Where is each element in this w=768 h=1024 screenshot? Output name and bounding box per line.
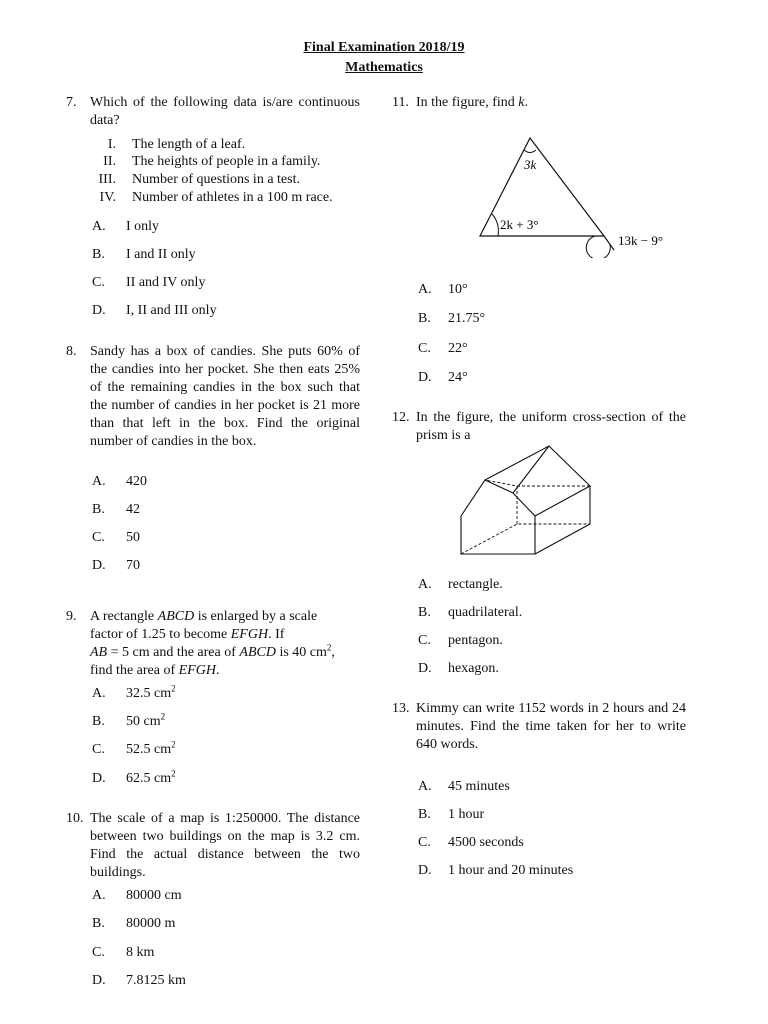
option-c[interactable] bbox=[418, 632, 618, 650]
prism-figure bbox=[455, 440, 605, 560]
option-letter: C. bbox=[92, 742, 105, 757]
option-text: I only bbox=[126, 219, 160, 234]
angle-top-label: 3k bbox=[524, 157, 537, 172]
angle-right-label: 13k − 9° bbox=[618, 233, 664, 248]
hidden-back-face bbox=[461, 524, 590, 554]
option-letter: C. bbox=[92, 275, 105, 290]
option-text: 21.75° bbox=[448, 311, 486, 326]
statement-list bbox=[90, 136, 360, 208]
statement-text: The heights of people in a family. bbox=[132, 154, 321, 169]
option-letter: B. bbox=[92, 916, 105, 931]
option-text: 4500 seconds bbox=[448, 835, 524, 850]
option-b[interactable] bbox=[92, 246, 292, 264]
option-b[interactable] bbox=[418, 604, 618, 622]
option-letter: B. bbox=[418, 311, 431, 326]
option-text: 32.5 bbox=[126, 686, 151, 701]
option-text: 1 hour and 20 minutes bbox=[448, 863, 574, 878]
option-letter: A. bbox=[418, 779, 432, 794]
statement-text: Number of questions in a test. bbox=[132, 172, 300, 187]
exam-title: Final Examination 2018/19 bbox=[303, 40, 465, 55]
question-number: 10. bbox=[66, 811, 84, 826]
option-c[interactable] bbox=[92, 274, 292, 292]
option-d[interactable] bbox=[418, 660, 618, 678]
question-text: In the figure, find k. bbox=[416, 95, 528, 110]
option-d[interactable] bbox=[92, 972, 292, 990]
question-9 bbox=[66, 608, 366, 682]
top-edges bbox=[485, 446, 590, 516]
question-line: factor of 1.25 to become EFGH. If bbox=[90, 627, 285, 642]
option-letter: B. bbox=[92, 502, 105, 517]
option-a[interactable] bbox=[418, 576, 618, 594]
question-11 bbox=[392, 94, 692, 112]
option-text: 45 minutes bbox=[448, 779, 510, 794]
option-c[interactable]: C. 52.5 $cm^2$ bbox=[92, 739, 176, 757]
option-text: 50 bbox=[126, 714, 140, 729]
left-angle-arc bbox=[492, 214, 498, 236]
option-text: 70 bbox=[126, 558, 140, 573]
option-b[interactable] bbox=[418, 310, 618, 328]
option-text: 42 bbox=[126, 502, 140, 517]
question-number: 11. bbox=[392, 95, 409, 110]
hidden-edges bbox=[485, 480, 517, 524]
statement-text: The length of a leaf. bbox=[132, 137, 246, 152]
question-7 bbox=[66, 94, 360, 134]
question-text: Which of the following data is/are continuous data? bbox=[90, 95, 360, 128]
option-letter: B. bbox=[92, 247, 105, 262]
statement-number: II. bbox=[103, 154, 116, 169]
option-b[interactable] bbox=[92, 501, 292, 519]
option-text: 52.5 bbox=[126, 742, 151, 757]
question-number: 13. bbox=[392, 701, 410, 716]
option-d[interactable] bbox=[418, 369, 618, 387]
option-d[interactable] bbox=[92, 302, 292, 320]
option-letter: D. bbox=[418, 661, 432, 676]
option-text: 22° bbox=[448, 341, 468, 356]
option-text: 24° bbox=[448, 370, 468, 385]
question-line: AB = 5 cm and the area of ABCD is 40 $cm^2$, bbox=[90, 642, 335, 660]
option-letter: D. bbox=[418, 370, 432, 385]
option-a[interactable] bbox=[92, 218, 292, 236]
option-letter: B. bbox=[92, 714, 105, 729]
front-face bbox=[461, 480, 535, 554]
option-letter: C. bbox=[418, 633, 431, 648]
option-b[interactable]: B. 50 $cm^2$ bbox=[92, 711, 166, 729]
option-a[interactable] bbox=[92, 473, 292, 491]
option-text: 10° bbox=[448, 282, 468, 297]
option-text: 80000 m bbox=[126, 916, 176, 931]
option-c[interactable] bbox=[418, 340, 618, 358]
unit-label: cm bbox=[154, 742, 172, 757]
option-text: hexagon. bbox=[448, 661, 499, 676]
question-number: 8. bbox=[66, 344, 77, 359]
question-text: In the figure, the uniform cross-section of the prism is a bbox=[416, 410, 686, 443]
statement-number: III. bbox=[98, 172, 116, 187]
question-text: The scale of a map is 1:250000. The distance between two buildings on the map is 3.2 cm. Find the actual distance between the two buildings. bbox=[90, 811, 360, 880]
option-a[interactable] bbox=[418, 281, 618, 299]
option-text: 50 bbox=[126, 530, 140, 545]
statement-number: I. bbox=[107, 137, 116, 152]
option-letter: A. bbox=[92, 888, 106, 903]
option-letter: D. bbox=[92, 558, 106, 573]
option-letter: A. bbox=[92, 219, 106, 234]
option-text: 62.5 bbox=[126, 771, 151, 786]
statement-number: IV. bbox=[99, 190, 116, 205]
option-letter: A. bbox=[92, 686, 106, 701]
option-letter: C. bbox=[92, 945, 105, 960]
option-letter: A. bbox=[418, 577, 432, 592]
extended-side bbox=[604, 236, 614, 250]
option-b[interactable] bbox=[418, 806, 638, 824]
question-text: Sandy has a box of candies. She puts 60% of the candies into her pocket. She then eats 25% of the remaining candies in the box such that the number of candies in her pocket is 21 more than that left in the box. Find the original number of candies in the box. bbox=[90, 344, 360, 449]
question-number: 9. bbox=[66, 609, 77, 624]
question-line: A rectangle ABCD is enlarged by a scale bbox=[90, 609, 318, 624]
unit-label: cm bbox=[154, 686, 172, 701]
option-letter: A. bbox=[92, 474, 106, 489]
question-number: 12. bbox=[392, 410, 410, 425]
question-8 bbox=[66, 343, 360, 469]
option-letter: B. bbox=[418, 807, 431, 822]
option-text: 80000 cm bbox=[126, 888, 182, 903]
back-right-edges bbox=[535, 486, 590, 554]
option-letter: D. bbox=[92, 973, 106, 988]
option-text: 1 hour bbox=[448, 807, 485, 822]
angle-left-label: 2k + 3° bbox=[500, 217, 539, 232]
option-text: 8 km bbox=[126, 945, 155, 960]
question-10 bbox=[66, 810, 360, 884]
option-b[interactable] bbox=[92, 915, 292, 933]
option-letter: C. bbox=[418, 341, 431, 356]
option-text: rectangle. bbox=[448, 577, 503, 592]
option-c[interactable] bbox=[418, 834, 638, 852]
option-letter: D. bbox=[92, 771, 106, 786]
top-angle-arc bbox=[524, 150, 536, 153]
exam-subject: Mathematics bbox=[345, 60, 423, 75]
option-text: 420 bbox=[126, 474, 147, 489]
option-letter: D. bbox=[92, 303, 106, 318]
triangle bbox=[480, 138, 604, 236]
option-letter: A. bbox=[418, 282, 432, 297]
option-text: I and II only bbox=[126, 247, 196, 262]
question-text: Kimmy can write 1152 words in 2 hours and 24 minutes. Find the time taken for her to write 640 words. bbox=[416, 701, 686, 752]
option-text: II and IV only bbox=[126, 275, 206, 290]
question-number: 7. bbox=[66, 95, 77, 110]
option-text: quadrilateral. bbox=[448, 605, 523, 620]
option-text: I, II and III only bbox=[126, 303, 217, 318]
option-text: 7.8125 km bbox=[126, 973, 186, 988]
unit-label: cm bbox=[154, 771, 172, 786]
question-line: find the area of EFGH. bbox=[90, 663, 220, 678]
option-letter: C. bbox=[418, 835, 431, 850]
option-a[interactable]: A. 32.5 $cm^2$ bbox=[92, 683, 176, 701]
option-c[interactable] bbox=[92, 944, 292, 962]
question-13 bbox=[392, 700, 686, 756]
option-letter: B. bbox=[418, 605, 431, 620]
triangle-figure bbox=[470, 128, 680, 258]
option-text: pentagon. bbox=[448, 633, 503, 648]
option-d[interactable] bbox=[418, 862, 638, 880]
option-letter: C. bbox=[92, 530, 105, 545]
statement-text: Number of athletes in a 100 m race. bbox=[132, 190, 333, 205]
option-c[interactable] bbox=[92, 529, 292, 547]
option-d[interactable] bbox=[92, 557, 292, 575]
unit-label: cm bbox=[143, 714, 161, 729]
option-a[interactable] bbox=[418, 778, 638, 796]
option-letter: D. bbox=[418, 863, 432, 878]
option-d[interactable]: D. 62.5 $cm^2$ bbox=[92, 768, 176, 786]
option-a[interactable] bbox=[92, 887, 292, 905]
